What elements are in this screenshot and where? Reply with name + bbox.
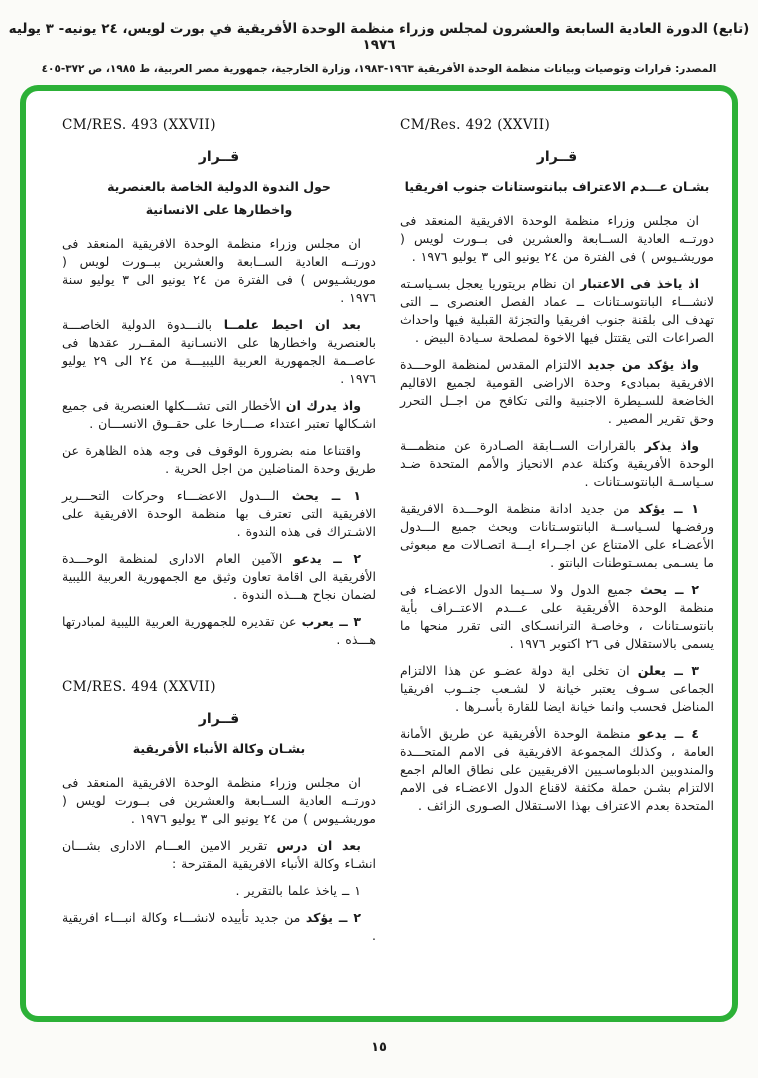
resolution-heading: قــرار — [198, 711, 240, 728]
paragraph-text: الـــدول الاعضـــاء وحركات التحـــرير الافريقية التى تعترف بها منظمة الوحدة الافريقية على الاشـتراك فى هذه الندوة . — [62, 488, 376, 540]
resolution-paragraph — [400, 275, 714, 347]
resolution-title-line: بشـان وكالة الأنباء الأفريقية — [132, 741, 306, 757]
paragraph-text: الآمين العام الادارى لمنظمة الوحـــدة الأفريقية الى اقامة تعاون وثيق مع الجمهورية العربية الليبية لضمان نجاح هـــذه الندوة . — [62, 551, 376, 603]
paragraph-text: جميع الدول ولا ســيما الدول الاعضـاء فى منظمة الوحدة الأفريقية على عـــدم الاعتــراف بأية بانتوسـتانات ، وخاصـة الترانسـكاى التى تقرر منحها ما يسمى بالاستقلال فى ٢٦ اكتوبر ١٩٧٦ . — [400, 582, 714, 652]
resolution-paragraph — [62, 882, 376, 900]
content-border-box — [20, 85, 738, 1022]
resolution-paragraph — [62, 487, 376, 541]
paragraph-text: من جديد ادانة منظمة الوحـــدة الافريقية ورفضـها لسـياســة البانتوسـتانات ويحث جميع الـــدول الأعضـاء على الامتناع عن اجــراء ايـــة اتصـالات مع مبعوثى ما يسـمى بمسـتوطنات البانتو . — [400, 501, 714, 571]
resolution-title — [62, 175, 376, 221]
paragraph-lead: اذ ياخذ فى الاعتبار — [580, 276, 699, 292]
resolution-title-line: بشـان عـــدم الاعتراف ببانتوستانات جنوب افريقيا — [404, 179, 710, 194]
resolution-paragraph — [62, 397, 376, 433]
resolution-paragraph — [400, 725, 714, 815]
resolution-title — [62, 737, 376, 760]
resolution-paragraph — [400, 662, 714, 716]
resolution-paragraph — [62, 613, 376, 649]
paragraph-lead: ٢ ــ يحث — [640, 582, 699, 598]
resolution-paragraph — [62, 909, 376, 945]
resolution-heading: قــرار — [198, 149, 240, 165]
paragraph-lead: ١ ــ يحث — [291, 488, 361, 504]
paragraph-text: ان تخلى اية دولة عضـو عن هذا الالتزام الجماعى سـوف يعتبر خيانة لا لشـعب جنــوب افريقيا المناضل فحسب وانما خيانة ايضا للقارة بأسـرها . — [400, 663, 714, 715]
header-source-line: المصدر: قرارات وتوصيات وبيانات منظمة الوحدة الأفريقية ١٩٦٣-١٩٨٣، وزارة الخارجية، جمهورية مصر العربية، ط ١٩٨٥، ص ٣٧٢-٤٠٥ — [41, 63, 717, 75]
resolution-paragraph — [62, 837, 376, 873]
resolution-block — [62, 679, 376, 945]
paragraph-text: ان مجلس وزراء منظمة الوحدة الافريقية المنعقد فى دورتــه العادية الســابعة والعشرين ببــورت لويس ( موريشـيوس ) فى الفترة من ٢٤ يونيو الى ٣ يوليو سنة ١٩٧٦ . — [62, 236, 376, 306]
paragraph-lead: واذ يدرك ان — [285, 398, 361, 414]
paragraph-text: الأخطار التى تشـــكلها العنصرية فى جميع اشـكالها تعتبر اعتداء صـــارخا على حقــوق الانســـان . — [62, 398, 376, 432]
column-right — [400, 117, 714, 954]
paragraph-text: ان نظام بريتوريا يعجل بسـياسـته لانشـــاء البانتوسـتانات ــ عماد الفصل العنصرى ــ التى تهدف الى بلقنة جنوب افريقيا والتجزئة القبلية فيها واحداث الصراعات التى يقتتل فيها الاخوة لمصلحة سـيادة البيض . — [400, 276, 714, 346]
page-header — [0, 0, 758, 75]
resolution-id: CM/Res. 492 (XXVII) — [400, 117, 551, 133]
resolution-block — [62, 117, 376, 649]
page-number: ١٥ — [371, 1040, 387, 1055]
resolution-columns — [26, 91, 732, 954]
resolution-block — [400, 117, 714, 815]
paragraph-lead: ٣ ــ يعرب — [301, 614, 361, 630]
resolution-paragraph — [62, 235, 376, 307]
paragraph-text: ان مجلس وزراء منظمة الوحدة الافريقية المنعقد فى دورتــه العادية الســابعة والعشرين فى بــورت لويس ( موريشـيوس ) من ٢٤ يونيو الى ٣ يوليو ١٩٧٦ . — [62, 775, 376, 827]
paragraph-lead: ٤ ــ يدعو — [638, 726, 699, 742]
page-footer — [0, 1036, 758, 1055]
paragraph-text: واقتناعا منه بضرورة الوقوف فى وجه هذه الظاهرة عن طريق وحدة المناضلين من اجل الحرية . — [62, 443, 376, 477]
paragraph-lead: بعد ان احيط علمــا — [223, 317, 361, 333]
resolution-paragraph — [400, 212, 714, 266]
paragraph-text: منظمة الوحدة الأفريقية عن طريق الأمانة العامة ، وكذلك المجموعة الافريقية فى الامم المتحـــدة والمندوبين الدبلوماسـيين الافريقيين على نطاق العالم اجمع الالتزام بشـن حملة مكثفة لاقناع الدول الاعضـاء فى الامم المتحدة بعدم الاعتراف بهذا الاسـتقلال الصـورى الزائف . — [400, 726, 714, 814]
resolution-title-line: حول الندوة الدولية الخاصة بالعنصرية — [107, 179, 331, 194]
paragraph-text: ١ ــ ياخذ علما بالتقرير . — [235, 883, 361, 899]
paragraph-lead: ١ ــ يؤكد — [638, 501, 699, 517]
paragraph-text: ان مجلس وزراء منظمة الوحدة الافريقية المنعقد فى دورتــه العادية الســابعة والعشرين فى بــورت لويس ( موريشـيوس ) فى الفترة من ٢٤ يونيو الى ٣ يوليو ١٩٧٦ . — [400, 213, 714, 265]
resolution-paragraph — [62, 442, 376, 478]
resolution-heading: قــرار — [536, 149, 578, 165]
resolution-paragraph — [62, 774, 376, 828]
paragraph-text: تقرير الامين العـــام الادارى بشـــان انشـاء وكالة الأنباء الافريقية المقترحة : — [62, 838, 376, 872]
resolution-paragraph — [62, 316, 376, 388]
header-session-line: (تابع) الدورة العادية السابعة والعشرون لمجلس وزراء منظمة الوحدة الأفريقية في بورت لويس، ٢٤ يونيه- ٣ يوليه ١٩٧٦ — [8, 21, 750, 53]
resolution-id: CM/RES. 494 (XXVII) — [62, 679, 216, 696]
paragraph-lead: ٣ ــ يعلن — [637, 663, 699, 679]
column-left — [62, 117, 376, 954]
resolution-title — [400, 175, 714, 198]
resolution-paragraph — [62, 550, 376, 604]
paragraph-text: الالتزام المقدس لمنظمة الوحـــدة الافريقية بمبادىء وحدة الاراضى القومية لجميع الاقاليم الخاضعة للسـيطرة الاجنبية والتى تكافح من اجــل التحرر وحق تقرير المصير . — [400, 357, 714, 427]
paragraph-text: بالقرارات الســابقة الصـادرة عن منظمـــة الوحدة الأفريقية وكتلة عدم الانحياز والأمم المتحدة ضـد سـياســة البانتوسـتانات . — [400, 438, 714, 490]
paragraph-lead: بعد ان درس — [276, 838, 361, 854]
resolution-paragraph — [400, 500, 714, 572]
paragraph-text: من جديد تأييده لانشـــاء وكالة انبـــاء افريقية . — [62, 910, 376, 944]
paragraph-lead: واذ يذكر — [644, 438, 699, 454]
resolution-paragraph — [400, 356, 714, 428]
resolution-title-line: واخطارها على الانسانية — [145, 202, 293, 218]
paragraph-lead: ٢ ــ يدعو — [293, 551, 361, 567]
resolution-id: CM/RES. 493 (XXVII) — [62, 117, 216, 133]
paragraph-text: بالنـــدوة الدولية الخاصـــة بالعنصرية واخطارها على الانسـانية المقــرر عقدها فى عاصــمة الجمهورية العربية الليبيـــة من ٢٤ الى ٢٩ يوليو ١٩٧٦ . — [62, 317, 376, 387]
paragraph-text: عن تقديره للجمهورية العربية الليبية لمبادرتها هـــذه . — [62, 614, 376, 648]
paragraph-lead: ٢ ــ يؤكد — [305, 910, 361, 926]
paragraph-lead: واذ يؤكد من جديد — [587, 357, 699, 373]
resolution-paragraph — [400, 581, 714, 653]
resolution-paragraph — [400, 437, 714, 491]
